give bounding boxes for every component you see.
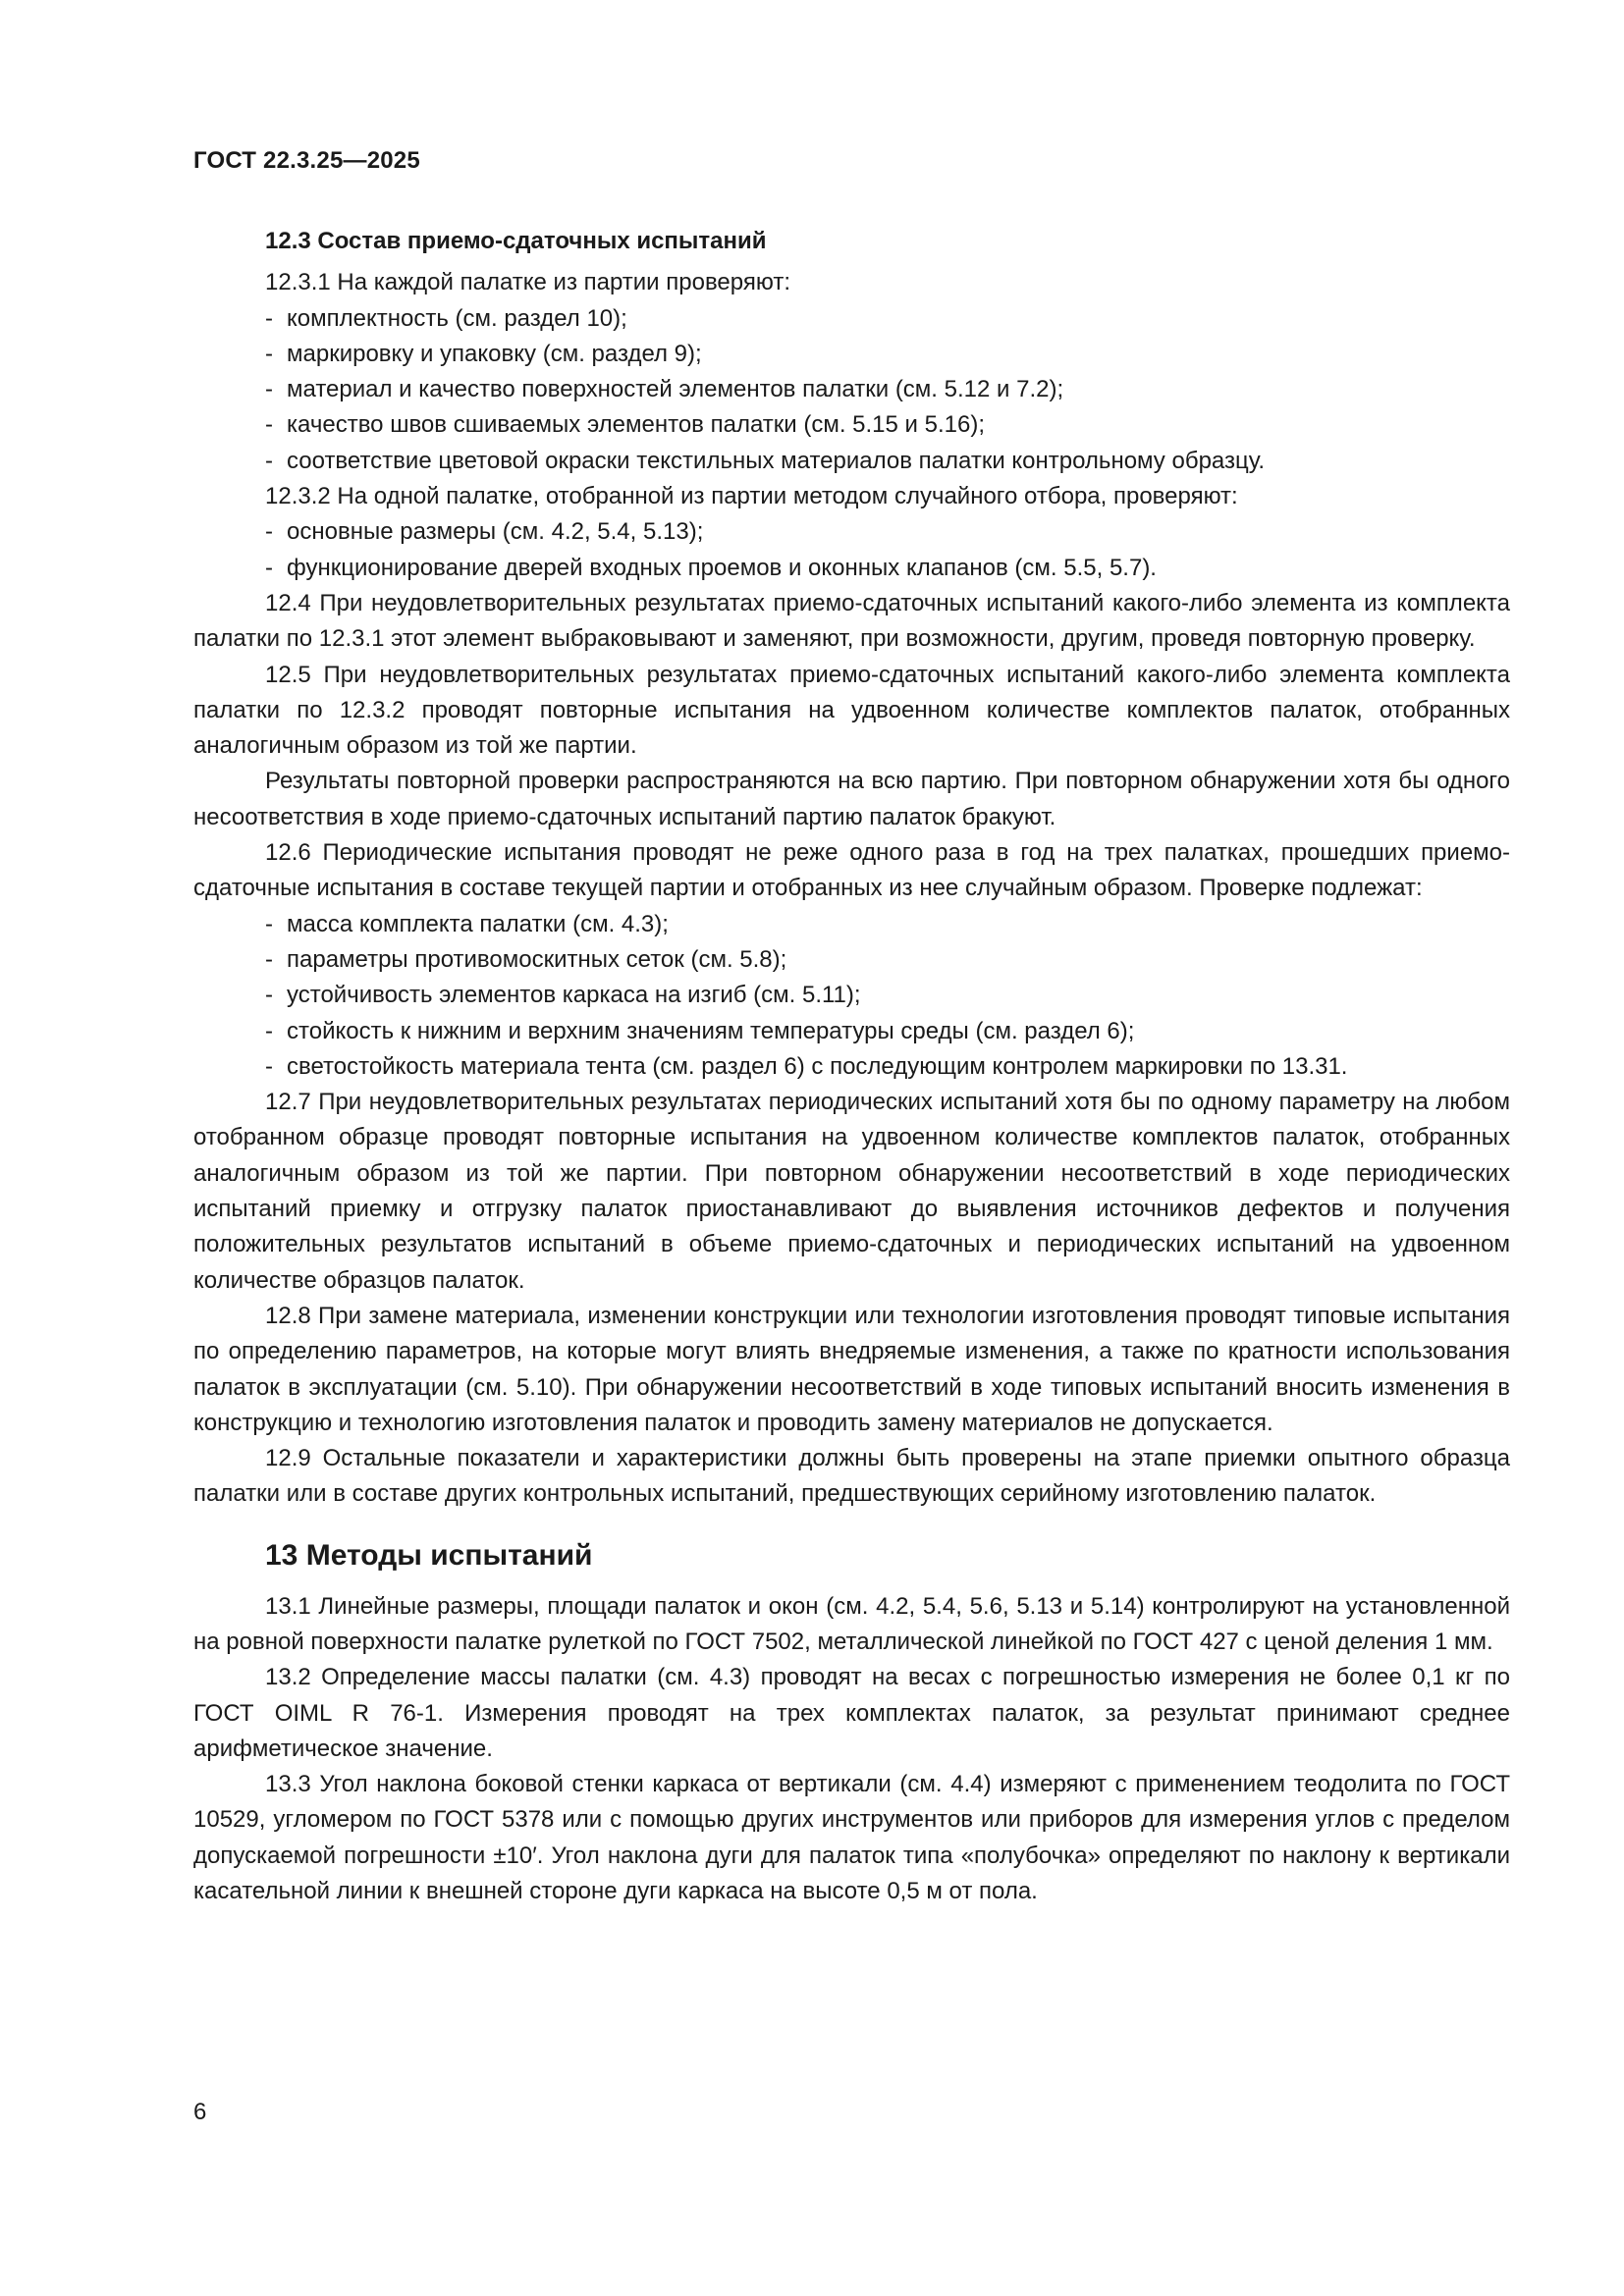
paragraph-12-9: 12.9 Остальные показатели и характеристики должны быть проверены на этапе приемки опытного образца палатки или в составе других контрольных испытаний, предшествующих серийному изготовлению палаток. — [193, 1445, 1510, 1508]
paragraph-12-3-2: 12.3.2 На одной палатке, отобранной из партии методом случайного отбора, проверяют: — [265, 483, 1238, 510]
list-12-3-2 — [193, 514, 1510, 586]
list-item: - параметры противомоскитных сеток (см. 5.8); — [265, 945, 787, 973]
list-item: - светостойкость материала тента (см. раздел 6) с последующим контролем маркировки по 13.31. — [265, 1052, 1348, 1080]
list-12-3-1 — [193, 301, 1510, 479]
list-item: - комплектность (см. раздел 10); — [265, 304, 627, 332]
list-item: - материал и качество поверхностей элементов палатки (см. 5.12 и 7.2); — [265, 376, 1064, 403]
list-item: - качество швов сшиваемых элементов палатки (см. 5.15 и 5.16); — [265, 411, 985, 439]
paragraph-13-2: 13.2 Определение массы палатки (см. 4.3) проводят на весах с погрешностью измерения не более 0,1 кг по ГОСТ OIML R 76-1. Измерения проводят на трех комплектах палаток, за результат принимают среднее арифметическое значение. — [193, 1664, 1510, 1762]
subsection-heading-12-3: 12.3 Состав приемо-сдаточных испытаний — [265, 228, 767, 254]
paragraph-12-8: 12.8 При замене материала, изменении конструкции или технологии изготовления проводят типовые испытания по определению параметров, на которые могут влиять внедряемые изменения, а также по кратности использования палаток в эксплуатации (см. 5.10). При обнаружении несоответствий в ходе типовых испытаний вносить изменения в конструкцию и технологию изготовления палаток и проводить замену материалов не допускается. — [193, 1302, 1510, 1436]
paragraph-13-1: 13.1 Линейные размеры, площади палаток и окон (см. 4.2, 5.4, 5.6, 5.13 и 5.14) контролируют на установленной на ровной поверхности палатке рулеткой по ГОСТ 7502, металлической линейкой по ГОСТ 427 с ценой деления 1 мм. — [193, 1592, 1510, 1655]
paragraph-12-5: 12.5 При неудовлетворительных результатах приемо-сдаточных испытаний какого-либо элемента комплекта палатки по 12.3.2 проводят повторные испытания на удвоенном количестве комплектов палаток, отобранных аналогичным образом из той же партии. — [193, 661, 1510, 760]
list-item: - маркировку и упаковку (см. раздел 9); — [265, 340, 702, 367]
paragraph-12-4: 12.4 При неудовлетворительных результатах приемо-сдаточных испытаний какого-либо элемента из комплекта палатки по 12.3.1 этот элемент выбраковывают и заменяют, при возможности, другим, проведя повторную проверку. — [193, 589, 1510, 653]
list-item: - основные размеры (см. 4.2, 5.4, 5.13); — [265, 518, 704, 546]
paragraph-12-6: 12.6 Периодические испытания проводят не реже одного раза в год на трех палатках, прошедших приемо-сдаточные испытания в составе текущей партии и отобранных из нее случайным образом. Проверке подлежат: — [193, 839, 1510, 902]
list-item: - стойкость к нижним и верхним значениям температуры среды (см. раздел 6); — [265, 1017, 1135, 1044]
page-number: 6 — [193, 2099, 207, 2125]
list-item: - функционирование дверей входных проемов и оконных клапанов (см. 5.5, 5.7). — [265, 554, 1157, 581]
list-item: - масса комплекта палатки (см. 4.3); — [265, 910, 669, 937]
paragraph-12-5-results: Результаты повторной проверки распространяются на всю партию. При повторном обнаружении хотя бы одного несоответствия в ходе приемо-сдаточных испытаний партию палаток бракуют. — [193, 768, 1510, 830]
page-content — [193, 224, 1510, 1909]
list-12-6 — [193, 907, 1510, 1085]
document-code-header: ГОСТ 22.3.25—2025 — [193, 147, 420, 174]
list-item: - устойчивость элементов каркаса на изгиб (см. 5.11); — [265, 982, 861, 1009]
paragraph-12-7: 12.7 При неудовлетворительных результатах периодических испытаний хотя бы по одному параметру на любом отобранном образце проводят повторные испытания на удвоенном количестве комплектов палаток, отобранных аналогичным образом из той же партии. При повторном обнаружении несоответствий в ходе периодических испытаний приемку и отгрузку палаток приостанавливают до выявления источников дефектов и получения положительных результатов испытаний в объеме приемо-сдаточных и периодических испытаний на удвоенном количестве образцов палаток. — [193, 1089, 1510, 1294]
list-item: - соответствие цветовой окраски текстильных материалов палатки контрольному образцу. — [265, 447, 1266, 474]
paragraph-12-3-1: 12.3.1 На каждой палатке из партии проверяют: — [265, 269, 790, 296]
section-heading-13: 13 Методы испытаний — [265, 1538, 593, 1572]
paragraph-13-3: 13.3 Угол наклона боковой стенки каркаса от вертикали (см. 4.4) измеряют с применением теодолита по ГОСТ 10529, угломером по ГОСТ 5378 или с помощью других инструментов или приборов для измерения углов с пределом допускаемой погрешности ±10′. Угол наклона дуги для палаток типа «полубочка» определяют по наклону к вертикали касательной линии к внешней стороне дуги каркаса на высоте 0,5 м от пола. — [193, 1771, 1510, 1905]
